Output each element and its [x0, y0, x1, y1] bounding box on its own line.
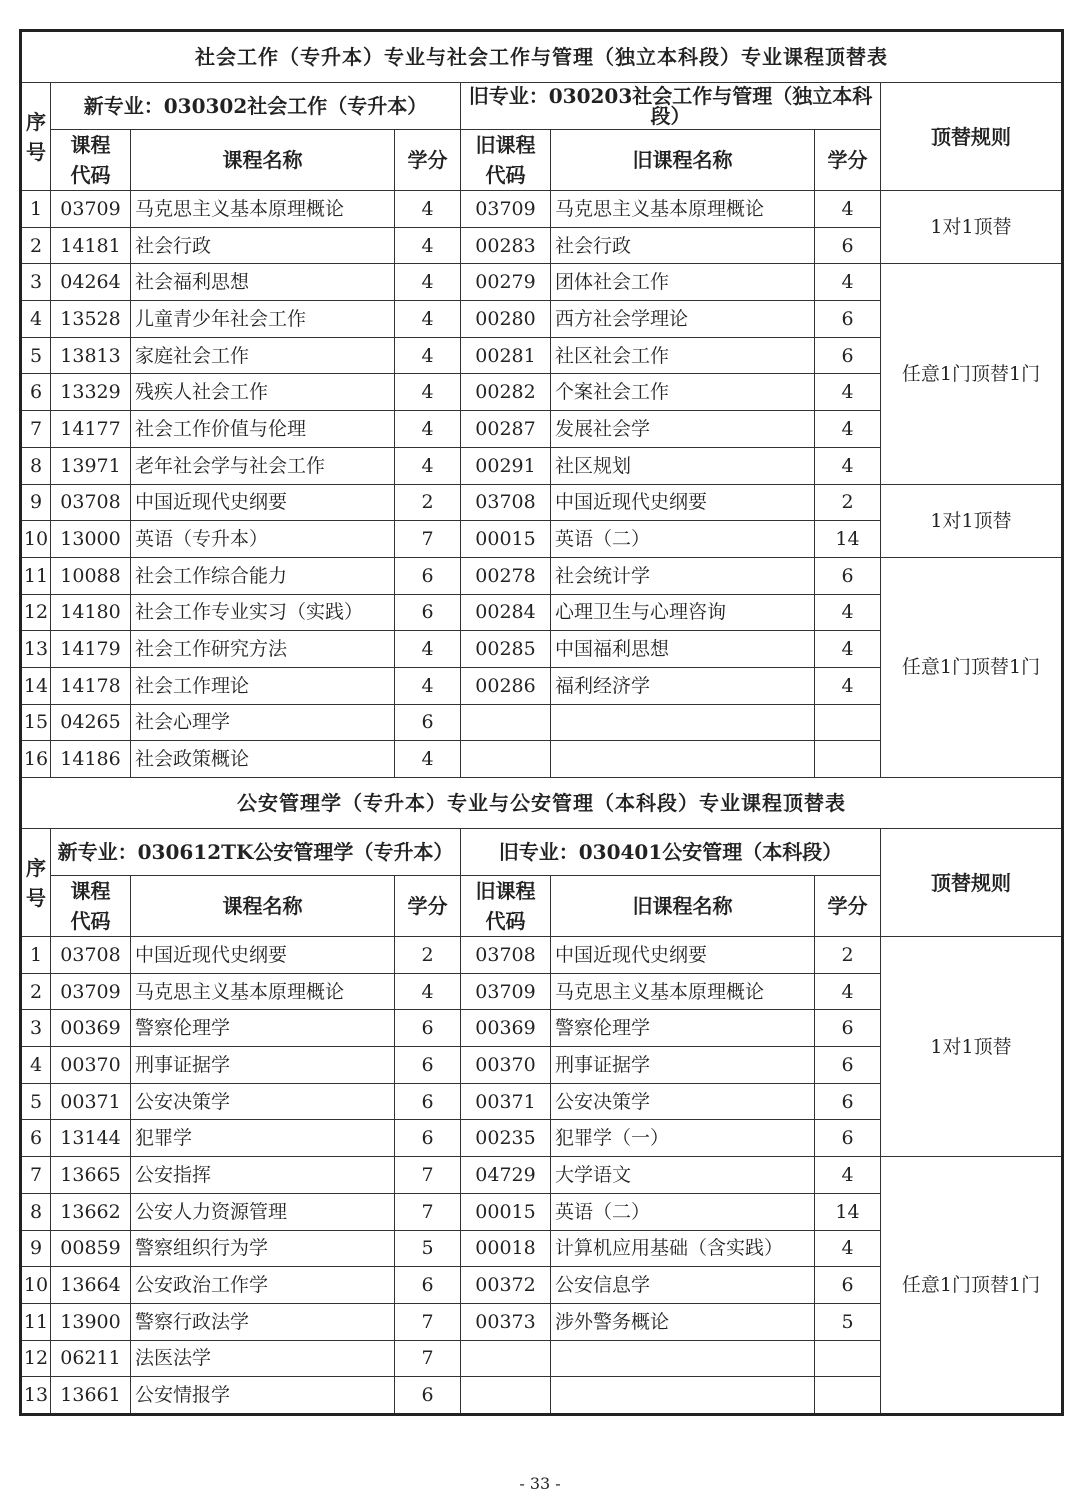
row-code: 03708 — [51, 937, 131, 974]
row-old-code: 03709 — [461, 973, 551, 1010]
row-old-code — [461, 741, 551, 778]
row-code: 13813 — [51, 337, 131, 374]
row-old-name — [551, 1340, 815, 1377]
row-code: 13900 — [51, 1303, 131, 1340]
row-old-name: 心理卫生与心理咨询 — [551, 594, 815, 631]
row-credit: 6 — [395, 1047, 461, 1084]
row-credit: 6 — [395, 704, 461, 741]
rule-cell: 1对1顶替 — [881, 937, 1063, 1157]
row-old-credit — [815, 704, 881, 741]
row-old-code — [461, 1377, 551, 1415]
row-seq: 8 — [21, 447, 51, 484]
row-old-credit: 4 — [815, 1157, 881, 1194]
row-name: 警察行政法学 — [131, 1303, 395, 1340]
row-credit: 7 — [395, 1340, 461, 1377]
row-credit: 4 — [395, 667, 461, 704]
rule-header: 顶替规则 — [881, 829, 1063, 937]
row-name: 社会工作研究方法 — [131, 631, 395, 668]
row-old-name: 西方社会学理论 — [551, 301, 815, 338]
row-seq: 3 — [21, 264, 51, 301]
row-code: 13662 — [51, 1193, 131, 1230]
row-seq: 15 — [21, 704, 51, 741]
row-code: 14178 — [51, 667, 131, 704]
row-seq: 10 — [21, 1267, 51, 1304]
row-old-code: 03708 — [461, 484, 551, 521]
row-old-credit: 6 — [815, 557, 881, 594]
col-credit-header: 学分 — [395, 130, 461, 191]
row-old-credit: 4 — [815, 447, 881, 484]
row-old-code: 04729 — [461, 1157, 551, 1194]
row-old-credit: 14 — [815, 1193, 881, 1230]
row-credit: 4 — [395, 411, 461, 448]
row-credit: 4 — [395, 227, 461, 264]
col-code-header: 课程代码 — [51, 130, 131, 191]
row-credit: 6 — [395, 1120, 461, 1157]
row-name: 残疾人社会工作 — [131, 374, 395, 411]
row-old-credit — [815, 1377, 881, 1415]
row-old-code: 00281 — [461, 337, 551, 374]
row-credit: 7 — [395, 1157, 461, 1194]
row-code: 03708 — [51, 484, 131, 521]
row-old-name: 刑事证据学 — [551, 1047, 815, 1084]
row-credit: 4 — [395, 301, 461, 338]
row-old-name: 社会行政 — [551, 227, 815, 264]
table-row — [21, 937, 1063, 974]
row-code: 03709 — [51, 191, 131, 228]
row-old-credit: 4 — [815, 264, 881, 301]
row-seq: 5 — [21, 1083, 51, 1120]
table-row — [21, 557, 1063, 594]
row-old-credit: 4 — [815, 594, 881, 631]
row-old-code: 00015 — [461, 521, 551, 558]
row-old-code: 00372 — [461, 1267, 551, 1304]
row-credit: 7 — [395, 1193, 461, 1230]
row-code: 00369 — [51, 1010, 131, 1047]
row-code: 13528 — [51, 301, 131, 338]
row-code: 06211 — [51, 1340, 131, 1377]
row-credit: 4 — [395, 631, 461, 668]
row-old-code: 00280 — [461, 301, 551, 338]
row-credit: 4 — [395, 973, 461, 1010]
table-row — [21, 1157, 1063, 1194]
row-name: 警察伦理学 — [131, 1010, 395, 1047]
row-old-credit: 6 — [815, 1047, 881, 1084]
row-credit: 6 — [395, 1083, 461, 1120]
row-seq: 16 — [21, 741, 51, 778]
row-seq: 9 — [21, 484, 51, 521]
row-name: 法医法学 — [131, 1340, 395, 1377]
row-name: 犯罪学 — [131, 1120, 395, 1157]
row-old-code: 00282 — [461, 374, 551, 411]
row-credit: 4 — [395, 264, 461, 301]
row-name: 社会工作专业实习（实践） — [131, 594, 395, 631]
row-name: 社会工作理论 — [131, 667, 395, 704]
row-old-credit: 2 — [815, 937, 881, 974]
row-old-credit: 4 — [815, 631, 881, 668]
row-credit: 2 — [395, 484, 461, 521]
row-old-name — [551, 704, 815, 741]
table-body — [21, 31, 1063, 1415]
row-seq: 2 — [21, 973, 51, 1010]
row-old-credit: 6 — [815, 301, 881, 338]
table-row — [21, 191, 1063, 228]
row-old-credit: 6 — [815, 1083, 881, 1120]
row-old-code: 00018 — [461, 1230, 551, 1267]
row-credit: 6 — [395, 1010, 461, 1047]
row-old-name: 中国福利思想 — [551, 631, 815, 668]
row-old-code: 00286 — [461, 667, 551, 704]
row-seq: 6 — [21, 374, 51, 411]
row-credit: 6 — [395, 594, 461, 631]
row-old-name: 中国近现代史纲要 — [551, 484, 815, 521]
row-old-code: 00373 — [461, 1303, 551, 1340]
row-old-credit: 6 — [815, 1267, 881, 1304]
row-old-name: 社区社会工作 — [551, 337, 815, 374]
row-seq: 6 — [21, 1120, 51, 1157]
row-code: 03709 — [51, 973, 131, 1010]
col-old-credit-header: 学分 — [815, 876, 881, 937]
row-old-name: 警察伦理学 — [551, 1010, 815, 1047]
row-old-code: 00015 — [461, 1193, 551, 1230]
row-code: 13664 — [51, 1267, 131, 1304]
row-credit: 7 — [395, 1303, 461, 1340]
row-code: 13661 — [51, 1377, 131, 1415]
row-old-name: 中国近现代史纲要 — [551, 937, 815, 974]
row-old-name: 个案社会工作 — [551, 374, 815, 411]
row-code: 10088 — [51, 557, 131, 594]
row-seq: 1 — [21, 191, 51, 228]
row-name: 社会政策概论 — [131, 741, 395, 778]
row-code: 14180 — [51, 594, 131, 631]
row-credit: 6 — [395, 1377, 461, 1415]
rule-cell: 1对1顶替 — [881, 484, 1063, 557]
row-credit: 2 — [395, 937, 461, 974]
row-seq: 13 — [21, 631, 51, 668]
row-credit: 4 — [395, 337, 461, 374]
row-seq: 12 — [21, 1340, 51, 1377]
row-old-name: 社区规划 — [551, 447, 815, 484]
row-old-name: 福利经济学 — [551, 667, 815, 704]
row-old-code: 00285 — [461, 631, 551, 668]
table-row — [21, 484, 1063, 521]
col-old-code-header: 旧课程代码 — [461, 130, 551, 191]
row-old-credit: 5 — [815, 1303, 881, 1340]
row-name: 中国近现代史纲要 — [131, 937, 395, 974]
row-code: 13971 — [51, 447, 131, 484]
row-old-name: 计算机应用基础（含实践） — [551, 1230, 815, 1267]
row-seq: 14 — [21, 667, 51, 704]
row-code: 00371 — [51, 1083, 131, 1120]
row-old-name: 涉外警务概论 — [551, 1303, 815, 1340]
seq-header: 序号 — [21, 829, 51, 937]
row-code: 14186 — [51, 741, 131, 778]
row-old-credit: 4 — [815, 667, 881, 704]
row-name: 英语（专升本） — [131, 521, 395, 558]
row-old-name: 犯罪学（一） — [551, 1120, 815, 1157]
row-old-code: 03709 — [461, 191, 551, 228]
row-old-name — [551, 1377, 815, 1415]
row-code: 04265 — [51, 704, 131, 741]
row-old-credit: 2 — [815, 484, 881, 521]
col-old-credit-header: 学分 — [815, 130, 881, 191]
row-seq: 12 — [21, 594, 51, 631]
row-old-name: 公安信息学 — [551, 1267, 815, 1304]
row-old-name: 社会统计学 — [551, 557, 815, 594]
page-number: - 33 - — [519, 1474, 561, 1493]
row-old-name: 公安决策学 — [551, 1083, 815, 1120]
row-old-code: 00291 — [461, 447, 551, 484]
row-seq: 7 — [21, 411, 51, 448]
row-name: 社会行政 — [131, 227, 395, 264]
row-name: 公安人力资源管理 — [131, 1193, 395, 1230]
row-name: 公安指挥 — [131, 1157, 395, 1194]
row-seq: 9 — [21, 1230, 51, 1267]
row-old-credit: 4 — [815, 411, 881, 448]
old-major-header: 旧专业：030203社会工作与管理（独立本科段） — [461, 83, 881, 130]
row-old-code: 00370 — [461, 1047, 551, 1084]
row-old-code — [461, 704, 551, 741]
row-old-name: 发展社会学 — [551, 411, 815, 448]
col-credit-header: 学分 — [395, 876, 461, 937]
row-old-credit: 6 — [815, 227, 881, 264]
row-credit: 6 — [395, 1267, 461, 1304]
row-code: 14179 — [51, 631, 131, 668]
row-code: 13665 — [51, 1157, 131, 1194]
row-credit: 4 — [395, 374, 461, 411]
new-major-header: 新专业：030302社会工作（专升本） — [51, 83, 461, 130]
col-name-header: 课程名称 — [131, 876, 395, 937]
row-old-code: 00371 — [461, 1083, 551, 1120]
row-name: 马克思主义基本原理概论 — [131, 973, 395, 1010]
new-major-header: 新专业：030612TK公安管理学（专升本） — [51, 829, 461, 876]
row-old-name — [551, 741, 815, 778]
row-old-credit: 4 — [815, 1230, 881, 1267]
row-old-name: 英语（二） — [551, 521, 815, 558]
col-old-code-header: 旧课程代码 — [461, 876, 551, 937]
row-name: 社会工作价值与伦理 — [131, 411, 395, 448]
table-title: 社会工作（专升本）专业与社会工作与管理（独立本科段）专业课程顶替表 — [21, 31, 1063, 83]
row-code: 00859 — [51, 1230, 131, 1267]
rule-cell: 任意1门顶替1门 — [881, 264, 1063, 484]
rule-header: 顶替规则 — [881, 83, 1063, 191]
col-code-header: 课程代码 — [51, 876, 131, 937]
row-seq: 10 — [21, 521, 51, 558]
col-old-name-header: 旧课程名称 — [551, 876, 815, 937]
row-credit: 4 — [395, 447, 461, 484]
row-code: 04264 — [51, 264, 131, 301]
rule-cell: 任意1门顶替1门 — [881, 1157, 1063, 1415]
row-old-code: 00279 — [461, 264, 551, 301]
row-credit: 7 — [395, 521, 461, 558]
row-seq: 1 — [21, 937, 51, 974]
row-old-code — [461, 1340, 551, 1377]
row-name: 刑事证据学 — [131, 1047, 395, 1084]
row-seq: 8 — [21, 1193, 51, 1230]
row-name: 社会福利思想 — [131, 264, 395, 301]
row-seq: 13 — [21, 1377, 51, 1415]
row-code: 00370 — [51, 1047, 131, 1084]
row-seq: 4 — [21, 1047, 51, 1084]
row-credit: 4 — [395, 741, 461, 778]
row-old-code: 00284 — [461, 594, 551, 631]
row-old-name: 马克思主义基本原理概论 — [551, 973, 815, 1010]
row-old-code: 00235 — [461, 1120, 551, 1157]
row-old-credit: 14 — [815, 521, 881, 558]
row-old-credit: 6 — [815, 337, 881, 374]
row-old-credit: 4 — [815, 191, 881, 228]
row-code: 14181 — [51, 227, 131, 264]
row-credit: 4 — [395, 191, 461, 228]
seq-header: 序号 — [21, 83, 51, 191]
row-name: 中国近现代史纲要 — [131, 484, 395, 521]
row-old-name: 团体社会工作 — [551, 264, 815, 301]
row-seq: 5 — [21, 337, 51, 374]
row-name: 家庭社会工作 — [131, 337, 395, 374]
rule-cell: 1对1顶替 — [881, 191, 1063, 264]
row-seq: 3 — [21, 1010, 51, 1047]
row-name: 警察组织行为学 — [131, 1230, 395, 1267]
row-old-credit — [815, 1340, 881, 1377]
row-old-credit: 4 — [815, 973, 881, 1010]
row-name: 马克思主义基本原理概论 — [131, 191, 395, 228]
row-code: 13329 — [51, 374, 131, 411]
row-old-name: 大学语文 — [551, 1157, 815, 1194]
row-name: 社会心理学 — [131, 704, 395, 741]
row-old-code: 00278 — [461, 557, 551, 594]
col-name-header: 课程名称 — [131, 130, 395, 191]
row-credit: 5 — [395, 1230, 461, 1267]
row-name: 儿童青少年社会工作 — [131, 301, 395, 338]
row-name: 老年社会学与社会工作 — [131, 447, 395, 484]
row-name: 公安政治工作学 — [131, 1267, 395, 1304]
row-seq: 11 — [21, 1303, 51, 1340]
row-old-credit: 4 — [815, 374, 881, 411]
row-code: 13144 — [51, 1120, 131, 1157]
row-old-credit: 6 — [815, 1120, 881, 1157]
row-old-credit: 6 — [815, 1010, 881, 1047]
row-credit: 6 — [395, 557, 461, 594]
table-title: 公安管理学（专升本）专业与公安管理（本科段）专业课程顶替表 — [21, 778, 1063, 829]
row-name: 公安决策学 — [131, 1083, 395, 1120]
row-old-name: 马克思主义基本原理概论 — [551, 191, 815, 228]
table-row — [21, 264, 1063, 301]
row-seq: 7 — [21, 1157, 51, 1194]
row-seq: 11 — [21, 557, 51, 594]
row-name: 公安情报学 — [131, 1377, 395, 1415]
col-old-name-header: 旧课程名称 — [551, 130, 815, 191]
row-name: 社会工作综合能力 — [131, 557, 395, 594]
row-seq: 4 — [21, 301, 51, 338]
row-old-code: 03708 — [461, 937, 551, 974]
row-old-credit — [815, 741, 881, 778]
row-old-code: 00283 — [461, 227, 551, 264]
substitution-table — [19, 29, 1064, 1416]
old-major-header: 旧专业：030401公安管理（本科段） — [461, 829, 881, 876]
rule-cell: 任意1门顶替1门 — [881, 557, 1063, 777]
row-seq: 2 — [21, 227, 51, 264]
row-code: 14177 — [51, 411, 131, 448]
document-page — [19, 29, 1061, 1416]
row-old-name: 英语（二） — [551, 1193, 815, 1230]
row-old-code: 00287 — [461, 411, 551, 448]
row-old-code: 00369 — [461, 1010, 551, 1047]
row-code: 13000 — [51, 521, 131, 558]
